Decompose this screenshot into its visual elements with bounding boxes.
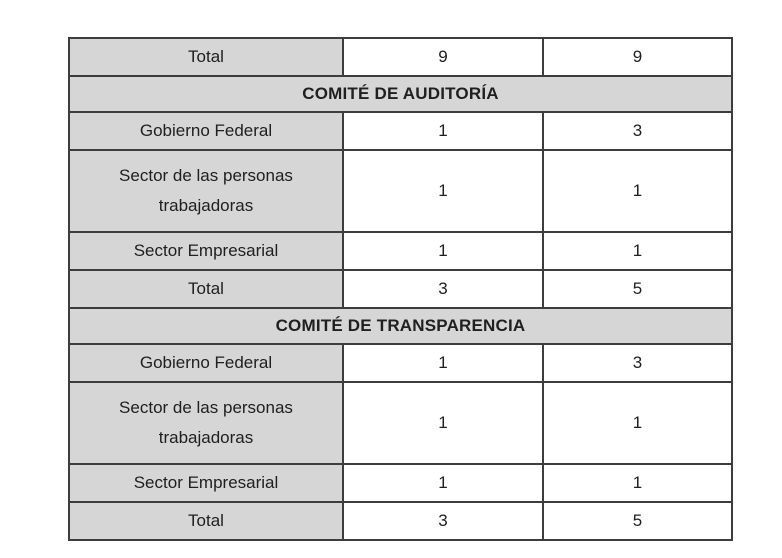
table-row-sector-trabajadoras <box>69 150 732 232</box>
committee-table <box>68 37 733 541</box>
value-cell: 1 <box>343 150 543 232</box>
row-label-cell: Gobierno Federal <box>69 344 343 382</box>
value-cell: 1 <box>343 232 543 270</box>
row-label-cell: Sector de las personas trabajadoras <box>69 150 343 232</box>
table-row-total-auditoria <box>69 270 732 308</box>
value-cell: 3 <box>343 502 543 540</box>
row-label-cell: Total <box>69 38 343 76</box>
table-row-total-transparencia <box>69 502 732 540</box>
value-cell: 9 <box>343 38 543 76</box>
value-cell: 1 <box>543 464 732 502</box>
committee-table-body <box>69 38 732 540</box>
table-row-gobierno-federal <box>69 112 732 150</box>
row-label-cell: Sector de las personas trabajadoras <box>69 382 343 464</box>
section-header-row-auditoria <box>69 76 732 112</box>
row-label-cell: Sector Empresarial <box>69 232 343 270</box>
table-row-total-top <box>69 38 732 76</box>
table-row-sector-empresarial <box>69 464 732 502</box>
section-header-row-transparencia <box>69 308 732 344</box>
value-cell: 5 <box>543 270 732 308</box>
value-cell: 9 <box>543 38 732 76</box>
value-cell: 5 <box>543 502 732 540</box>
value-cell: 1 <box>343 344 543 382</box>
table-row-sector-empresarial <box>69 232 732 270</box>
value-cell: 3 <box>543 344 732 382</box>
table-row-sector-trabajadoras <box>69 382 732 464</box>
section-header-cell: COMITÉ DE AUDITORÍA <box>69 76 732 112</box>
row-label-cell: Sector Empresarial <box>69 464 343 502</box>
row-label-cell: Total <box>69 270 343 308</box>
value-cell: 3 <box>543 112 732 150</box>
row-label-cell: Total <box>69 502 343 540</box>
value-cell: 1 <box>343 464 543 502</box>
value-cell: 1 <box>543 232 732 270</box>
row-label-cell: Gobierno Federal <box>69 112 343 150</box>
value-cell: 3 <box>343 270 543 308</box>
value-cell: 1 <box>343 112 543 150</box>
value-cell: 1 <box>543 382 732 464</box>
value-cell: 1 <box>343 382 543 464</box>
section-header-cell: COMITÉ DE TRANSPARENCIA <box>69 308 732 344</box>
value-cell: 1 <box>543 150 732 232</box>
table-row-gobierno-federal <box>69 344 732 382</box>
